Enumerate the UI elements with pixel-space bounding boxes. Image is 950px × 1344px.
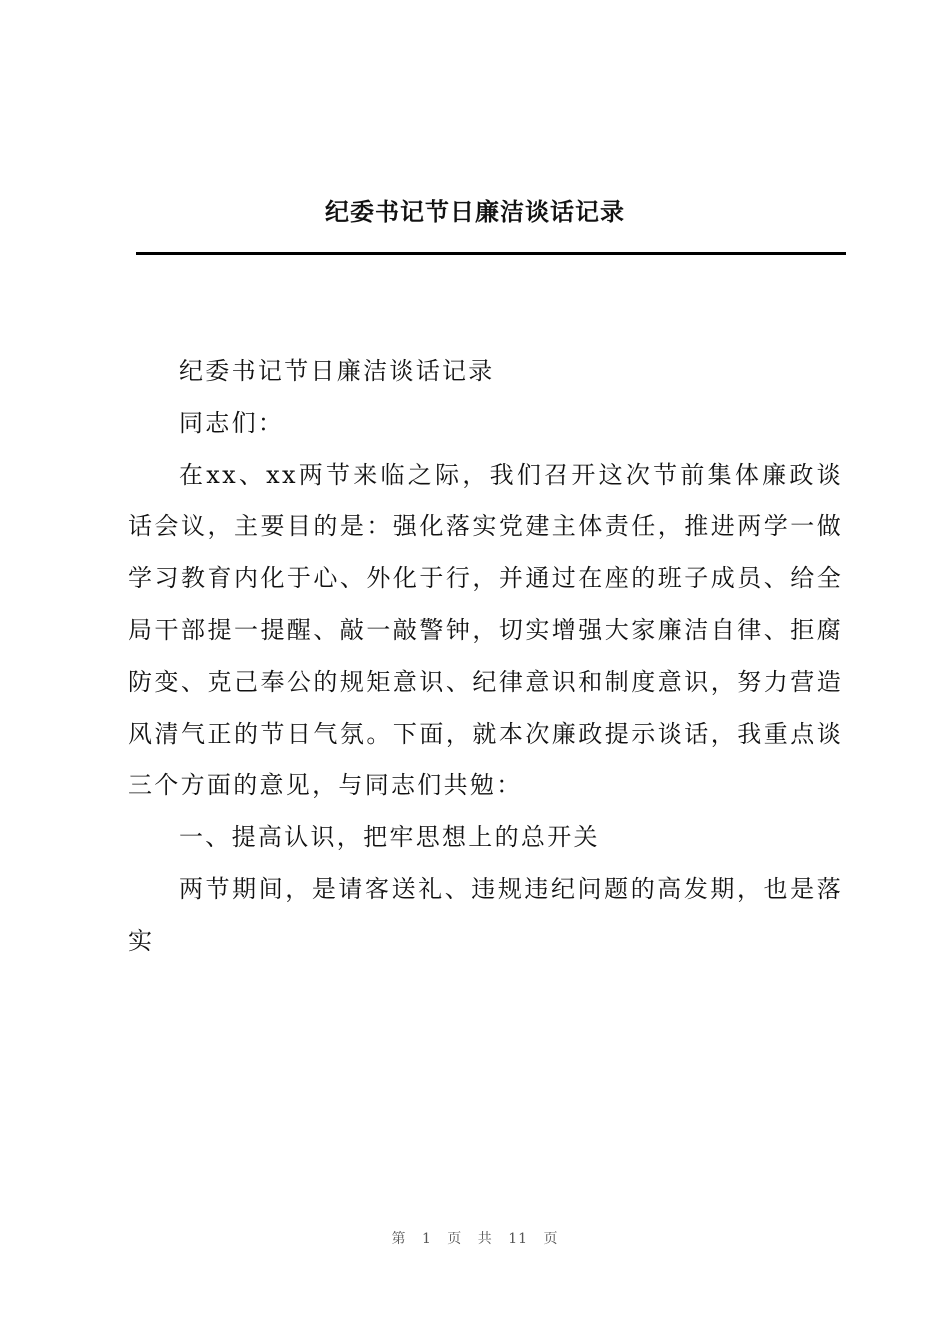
paragraph-heading: 纪委书记节日廉洁谈话记录 [179, 357, 495, 385]
paragraph-section-1: 两节期间，是请客送礼、违规违纪问题的高发期，也是落实 [128, 874, 843, 955]
paragraph-salutation: 同志们： [179, 408, 285, 437]
page-number-footer: 第 1 页 共 11 页 [391, 1231, 559, 1247]
document-title: 纪委书记节日廉洁谈话记录 [325, 197, 625, 226]
paragraph-intro: 在xx、xx两节来临之际，我们召开这次节前集体廉政谈话会议，主要目的是：强化落实党建主体责任，推进两学一做学习教育内化于心、外化于行，并通过在座的班子成员、给全局干部提一提醒、敲一敲警钟，切实增强大家廉洁自律、拒腐防变、克己奉公的规矩意识、纪律意识和制度意识，努力营造风清气正的节日气氛。下面，就本次廉政提示谈话，我重点谈三个方面的意见，与同志们共勉： [128, 460, 843, 800]
section-heading-1: 一、提高认识，把牢思想上的总开关 [179, 823, 600, 852]
document-body [128, 346, 843, 968]
title-divider [136, 252, 846, 255]
